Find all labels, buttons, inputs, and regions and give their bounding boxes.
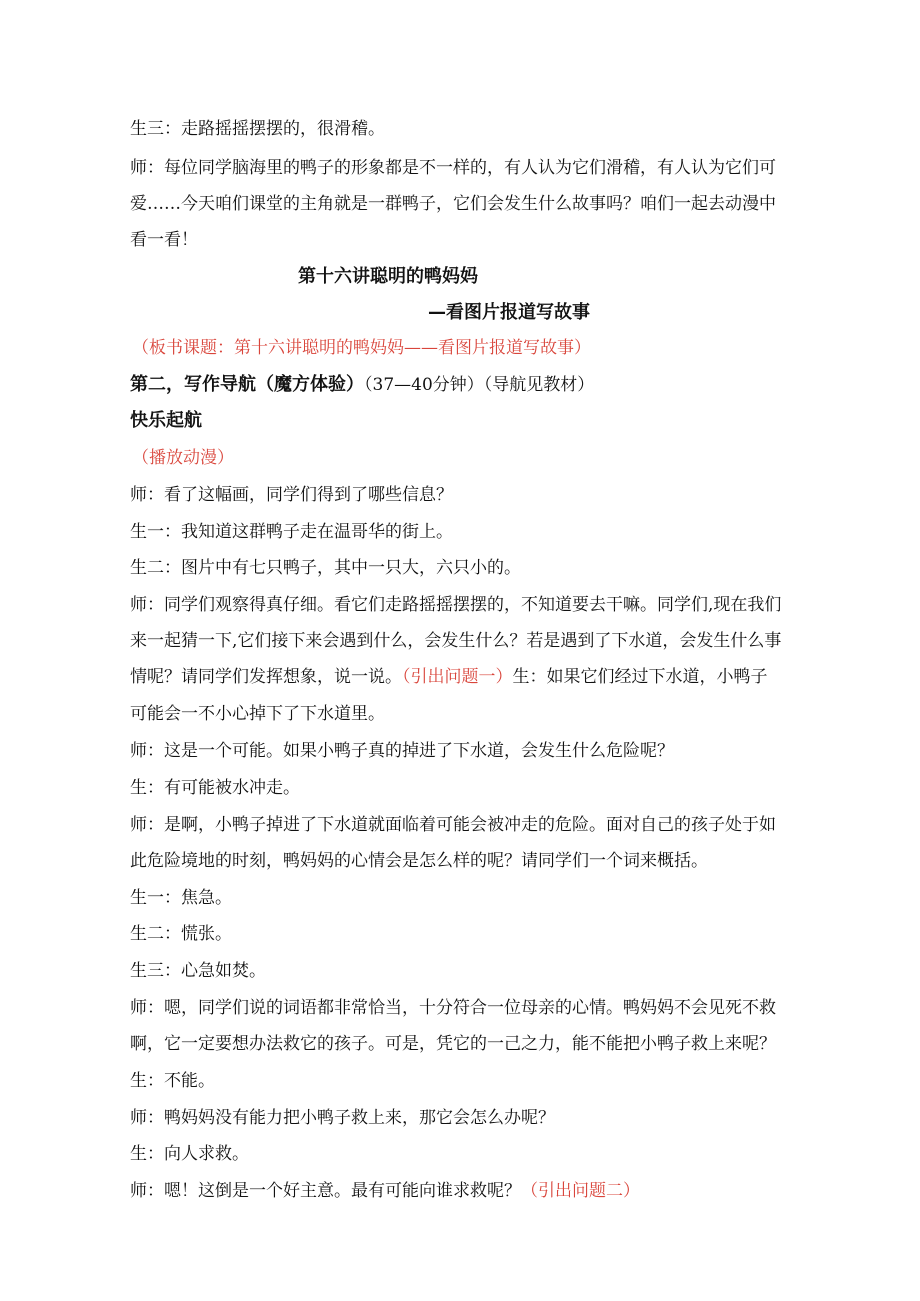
paragraph-line: 来一起猜一下,它们接下来会遇到什么，会发生什么？若是遇到了下水道，会发生什么事: [130, 631, 782, 651]
question-note: （引出问题一）: [402, 667, 513, 687]
paragraph-text: 情呢？请同学们发挥想象，说一说。: [130, 667, 402, 687]
paragraph-line: 此危险境地的时刻，鸭妈妈的心情会是怎么样的呢？请同学们一个词来概括。: [130, 851, 708, 871]
paragraph-line: 师：同学们观察得真仔细。看它们走路摇摇摆摆的，不知道要去干嘛。同学们,现在我们: [130, 595, 782, 615]
paragraph-line: 师：每位同学脑海里的鸭子的形象都是不一样的，有人认为它们滑稽，有人认为它们可: [130, 158, 776, 178]
paragraph-line: 生二：慌张。: [130, 924, 232, 944]
sub-heading: 快乐起航: [130, 410, 202, 431]
paragraph-line: 师：是啊，小鸭子掉进了下水道就面临着可能会被冲走的危险。面对自己的孩子处于如: [130, 815, 776, 835]
paragraph-line: 师：看了这幅画，同学们得到了哪些信息？: [130, 485, 453, 505]
paragraph-line: [130, 1180, 640, 1202]
paragraph-line: 生一：我知道这群鸭子走在温哥华的街上。: [130, 522, 453, 542]
board-note: （板书课题：第十六讲聪明的鸭妈妈——看图片报道写故事）: [132, 338, 591, 358]
paragraph-line: 生二：图片中有七只鸭子，其中一只大，六只小的。: [130, 558, 521, 578]
paragraph-line: 啊，它一定要想办法救它的孩子。可是，凭它的一己之力，能不能把小鸭子救上来呢？: [130, 1034, 776, 1054]
paragraph-line: 生三：走路摇摇摆摆的，很滑稽。: [130, 119, 385, 139]
play-note: （播放动漫）: [132, 448, 234, 468]
paragraph-line: 爱……今天咱们课堂的主角就是一群鸭子，它们会发生什么故事吗？咱们一起去动漫中: [130, 194, 776, 214]
paragraph-line: 生三：心急如焚。: [130, 961, 266, 981]
paragraph-line: 师：嗯，同学们说的词语都非常恰当，十分符合一位母亲的心情。鸭妈妈不会见死不救: [130, 998, 776, 1018]
lesson-title: 第十六讲聪明的鸭妈妈: [298, 266, 478, 287]
question-note: （引出问题二）: [521, 1181, 640, 1201]
paragraph-line: 生：向人求救。: [130, 1144, 249, 1164]
paragraph-line: 师：这是一个可能。如果小鸭子真的掉进了下水道，会发生什么危险呢？: [130, 741, 674, 761]
paragraph-line: 可能会一不小心掉下了下水道里。: [130, 704, 385, 724]
paragraph-line: 生：有可能被水冲走。: [130, 778, 300, 798]
section-heading-bold: 第二，写作导航（魔方体验）: [130, 374, 364, 395]
paragraph-line: 看一看！: [130, 230, 198, 250]
paragraph-line: 生一：焦急。: [130, 888, 232, 908]
paragraph-text: 师：嗯！这倒是一个好主意。最有可能向谁求救呢？: [130, 1181, 521, 1201]
lesson-subtitle: —看图片报道写故事: [428, 302, 590, 323]
paragraph-line: 师：鸭妈妈没有能力把小鸭子救上来，那它会怎么办呢？: [130, 1108, 555, 1128]
paragraph-text: 生：如果它们经过下水道，小鸭子: [512, 667, 768, 687]
section-heading-time: （37—40分钟）（导航见教材）: [364, 375, 595, 395]
paragraph-line: 生：不能。: [130, 1071, 215, 1091]
paragraph-line: [130, 666, 768, 688]
section-heading: [130, 374, 594, 396]
